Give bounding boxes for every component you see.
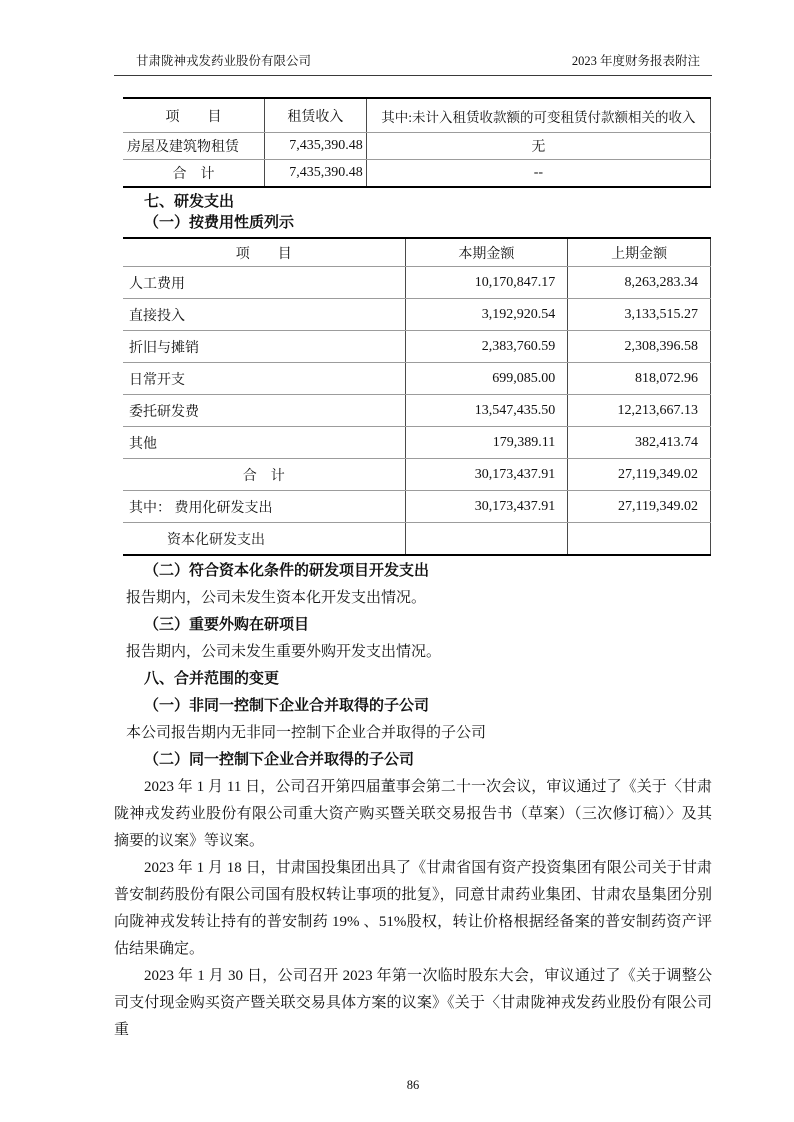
note-no-non-common-control: 本公司报告期内无非同一控制下企业合并取得的子公司	[126, 725, 487, 741]
table-cell: 折旧与摊销	[123, 331, 405, 363]
company-name: 甘肃陇神戎发药业股份有限公司	[136, 54, 312, 68]
col-header-item: 项 目	[123, 98, 265, 133]
table-cell: 合 计	[123, 160, 265, 188]
table-cell: 其中： 费用化研发支出	[123, 491, 405, 523]
paragraph-board-meeting: 2023 年 1 月 11 日，公司召开第四届董事会第二十一次会议，审议通过了《关于〈甘肃陇神戎发药业股份有限公司重大资产购买暨关联交易报告书（草案）（三次修订稿）〉及其摘要的议案》等议案。	[114, 779, 712, 849]
table-cell: 其他	[123, 427, 405, 459]
col-header-lease-income: 租赁收入	[265, 98, 367, 133]
section-heading-consolidation-scope: 八、合并范围的变更	[144, 671, 280, 687]
rnd-expense-table	[123, 237, 711, 556]
note-no-capitalized-rnd: 报告期内，公司未发生资本化开发支出情况。	[126, 590, 427, 606]
page-number: 86	[406, 1078, 420, 1092]
section-heading-rnd-expense: 七、研发支出	[144, 194, 235, 210]
table-header-row	[123, 98, 711, 133]
table-cell: 直接投入	[123, 299, 405, 331]
table-cell: 2,308,396.58	[568, 331, 711, 363]
table-cell: 3,192,920.54	[405, 299, 568, 331]
table-cell: 179,389.11	[405, 427, 568, 459]
table-cell: 资本化研发支出	[123, 523, 405, 556]
table-cell: 3,133,515.27	[568, 299, 711, 331]
paragraph-shareholder-meeting: 2023 年 1 月 30 日，公司召开 2023 年第一次临时股东大会，审议通过了《关于调整公司支付现金购买资产暨关联交易具体方案的议案》《关于〈甘肃陇神戎发药业股份有限公司重	[114, 968, 712, 1038]
table-row	[123, 491, 711, 523]
subsection-heading-common-control: （二）同一控制下企业合并取得的子公司	[144, 752, 415, 768]
table-total-row	[123, 160, 711, 188]
col-header-prior-amount: 上期金额	[568, 238, 711, 267]
table-cell: 13,547,435.50	[405, 395, 568, 427]
table-cell	[568, 523, 711, 556]
table-header-row	[123, 238, 711, 267]
table-row	[123, 267, 711, 299]
note-no-purchased-rnd: 报告期内，公司未发生重要外购开发支出情况。	[126, 644, 442, 660]
table-cell: 27,119,349.02	[568, 459, 711, 491]
table-cell: 10,170,847.17	[405, 267, 568, 299]
table-row	[123, 523, 711, 556]
page-header	[114, 52, 712, 76]
table-row	[123, 133, 711, 160]
lease-income-table	[123, 97, 711, 188]
col-header-item: 项 目	[123, 238, 405, 267]
table-cell: 382,413.74	[568, 427, 711, 459]
subsection-heading-by-nature: （一）按费用性质列示	[144, 215, 295, 231]
table-cell: 12,213,667.13	[568, 395, 711, 427]
table-row	[123, 299, 711, 331]
table-cell: 2,383,760.59	[405, 331, 568, 363]
subsection-heading-purchased-rnd: （三）重要外购在研项目	[144, 617, 310, 633]
table-cell: 人工费用	[123, 267, 405, 299]
table-row	[123, 395, 711, 427]
table-cell: 7,435,390.48	[265, 160, 367, 188]
subsection-heading-non-common-control: （一）非同一控制下企业合并取得的子公司	[144, 698, 430, 714]
col-header-current-amount: 本期金额	[405, 238, 568, 267]
table-cell: 30,173,437.91	[405, 491, 568, 523]
table-cell: 8,263,283.34	[568, 267, 711, 299]
table-row	[123, 363, 711, 395]
table-cell: 27,119,349.02	[568, 491, 711, 523]
table-cell: 日常开支	[123, 363, 405, 395]
table-cell: 委托研发费	[123, 395, 405, 427]
table-cell: 30,173,437.91	[405, 459, 568, 491]
table-total-row	[123, 459, 711, 491]
table-row	[123, 331, 711, 363]
table-cell: 818,072.96	[568, 363, 711, 395]
subsection-heading-capitalized-rnd: （二）符合资本化条件的研发项目开发支出	[144, 563, 430, 579]
table-cell: 699,085.00	[405, 363, 568, 395]
table-cell: 7,435,390.48	[265, 133, 367, 160]
paragraph-equity-transfer-approval: 2023 年 1 月 18 日，甘肃国投集团出具了《甘肃省国有资产投资集团有限公司关于甘肃普安制药股份有限公司国有股权转让事项的批复》，同意甘肃药业集团、甘肃农垦集团分别向陇神戎发转让持有的普安制药 19% 、51%股权，转让价格根据经备案的普安制药资产评估结果确定。	[114, 860, 712, 957]
table-row	[123, 427, 711, 459]
table-cell: 房屋及建筑物租赁	[123, 133, 265, 160]
report-title: 2023 年度财务报表附注	[571, 54, 700, 68]
table-cell: 合 计	[123, 459, 405, 491]
table-cell: --	[366, 160, 710, 188]
table-cell: 无	[366, 133, 710, 160]
table-cell	[405, 523, 568, 556]
col-header-variable-payments: 其中:未计入租赁收款额的可变租赁付款额相关的收入	[366, 98, 710, 133]
